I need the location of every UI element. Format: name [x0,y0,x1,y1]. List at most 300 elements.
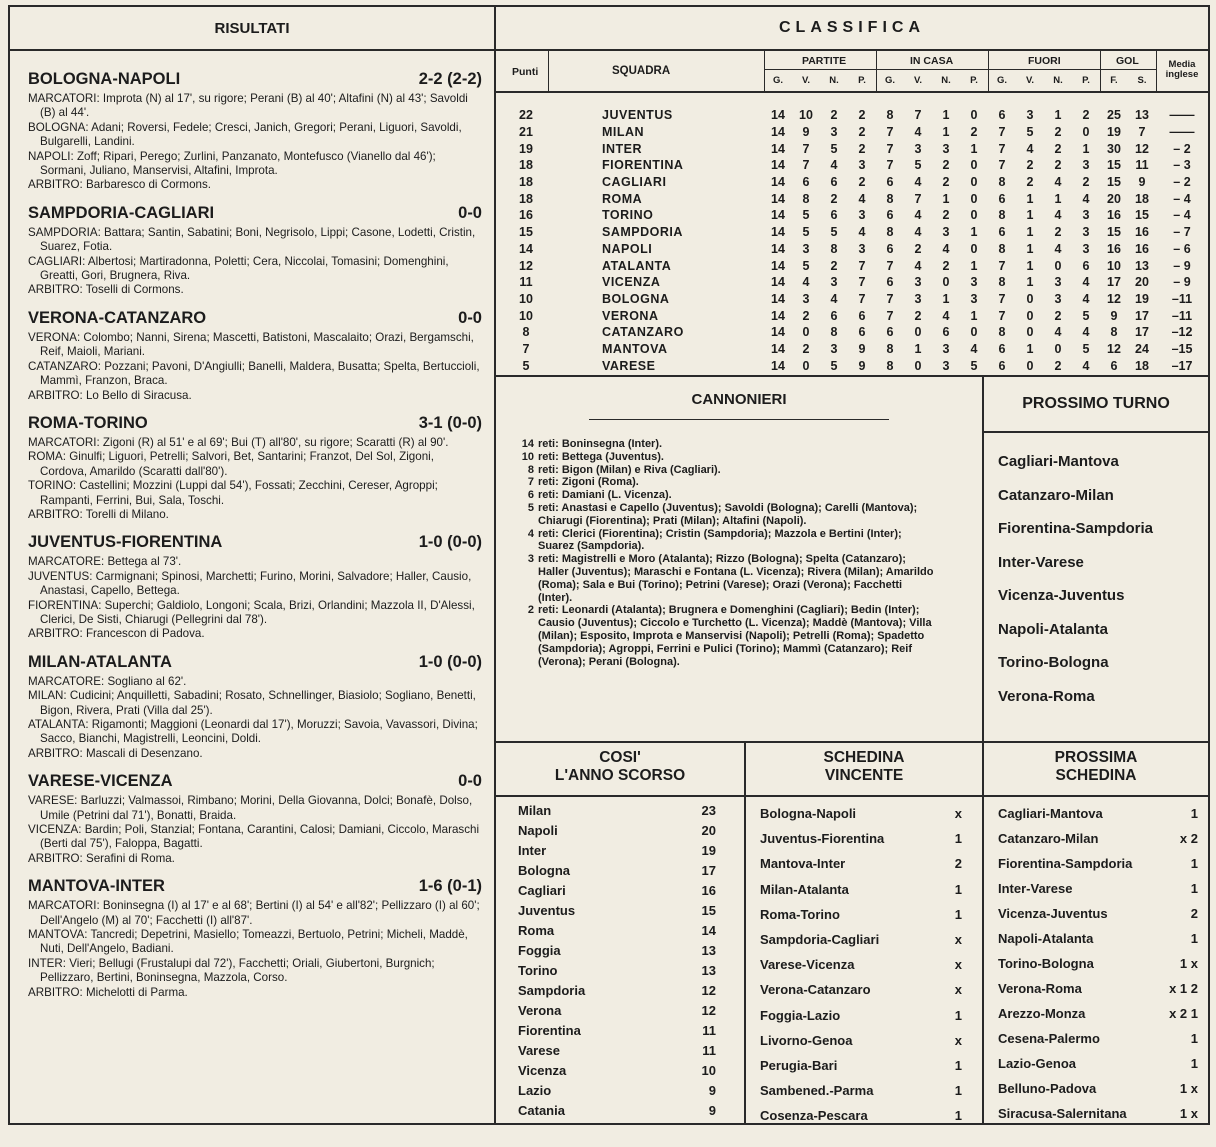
stat-cell: 5 [1082,308,1090,323]
match-detail-line: INTER: Vieri; Bellugi (Frustalupi dal 72'), Facchetti; Oriali, Giubertoni, Burgnich; Pellizzaro, Bertini, Boninsegna, Mazzola, Corso. [28,956,435,985]
list-label: Catanzaro-Milan [998,831,1099,846]
stat-cell: 14 [771,258,785,273]
match-block [28,70,482,193]
stat-cell: 8 [1110,325,1118,340]
cannonieri-header [496,377,982,409]
head-gol: GOL [1116,55,1139,67]
scorer-row [496,528,938,554]
team-cell: BOLOGNA [602,291,670,306]
match-score: 1-0 (0-0) [418,652,482,671]
list-row [518,1041,716,1061]
list-value: 1 [954,1083,962,1099]
list-label: Lazio [518,1083,552,1098]
list-row [518,961,716,981]
anno-scorso-title-2: L'ANNO SCORSO [554,767,686,784]
stat-cell: 8 [886,108,894,123]
stat-cell: 9 [1110,308,1118,323]
scorer-names: reti: Boninsegna (Inter). [538,438,663,450]
stat-cell: 14 [771,308,785,323]
match-list [10,51,494,1000]
stat-cell: 2 [858,108,866,123]
stat-cell: 7 [886,141,894,156]
match-name: MANTOVA-INTER [28,877,165,896]
points-cell: 16 [519,208,533,223]
stat-cell: 2 [858,141,866,156]
head-fuori: FUORI [1028,55,1061,67]
standings-row [502,291,1208,308]
stat-cell: 4 [858,191,866,206]
stat-cell: –15 [1171,341,1193,356]
stat-cell: 7 [802,141,810,156]
stat-cell: 4 [1054,208,1062,223]
stat-cell: 1 [1082,141,1090,156]
list-label: Bologna-Napoli [760,806,857,821]
list-label: Arezzo-Monza [998,1006,1086,1021]
stat-cell: 24 [1135,341,1149,356]
stat-cell: 3 [942,358,950,373]
stat-cell: 1 [1026,191,1034,206]
match-detail-line: ROMA: Ginulfi; Liguori, Petrelli; Salvori, Bet, Santarini; Franzot, Del Sol, Zigoni, Cordova, Amarildo (Scaratti dall'80'). [28,450,434,478]
list-row [760,877,962,902]
standings-row [502,307,1208,324]
match-heading [28,653,482,672]
list-value: 20 [701,823,716,838]
prossimo-turno-title: PROSSIMO TURNO [1022,395,1170,412]
list-label: Cosenza-Pescara [760,1108,868,1124]
sub-column-header: N. [829,75,839,86]
list-label: Cesena-Palermo [998,1031,1100,1046]
match-detail-line: ARBITRO: Michelotti di Parma. [28,985,188,999]
prossimo-turno-list [984,433,1208,713]
list-value: x 2 1 [1169,1006,1198,1021]
fixture-item: Catanzaro-Milan [998,486,1114,504]
list-value: x [954,957,962,973]
anno-scorso-list [496,797,744,1121]
stat-cell: 15 [1135,208,1149,223]
list-value: 1 x [1179,1106,1198,1121]
stat-cell: 25 [1107,108,1121,123]
stat-cell: 0 [1026,325,1034,340]
stat-cell: 1 [1026,208,1034,223]
list-label: Verona-Catanzaro [760,982,871,998]
stat-cell: 6 [1082,258,1090,273]
stat-cell: 5 [802,208,810,223]
stat-cell: 10 [1107,258,1121,273]
scorer-goals: 4 [527,527,534,540]
list-value: 23 [701,803,716,818]
stat-cell: 6 [830,175,838,190]
list-value: 9 [708,1083,716,1098]
stat-cell: – 9 [1173,275,1191,290]
list-row [760,1053,962,1078]
stat-cell: 16 [1107,208,1121,223]
match-detail-line: NAPOLI: Zoff; Ripari, Perego; Zurlini, Panzanato, Montefusco (Vianello dal 46'); Sormani, Juliano, Manservisi, Altafini, Improta. [28,149,436,178]
list-value: 2 [954,856,962,872]
column-divider [548,51,549,91]
prossima-schedina-header [984,743,1208,797]
stat-cell: 0 [970,158,978,173]
prossimo-turno-panel [982,375,1210,743]
sub-column-header: G. [772,75,784,86]
points-cell: 10 [519,291,533,306]
scorer-row [496,451,938,464]
risultati-title: RISULTATI [214,19,290,37]
stat-cell: 2 [830,108,838,123]
list-label: Vicenza-Juventus [998,906,1108,921]
stat-cell: 0 [970,208,978,223]
schedina-vincente-title-1: SCHEDINA [823,749,905,766]
match-score: 3-1 (0-0) [418,413,482,432]
risultati-panel [8,5,496,1125]
list-label: Sampdoria [518,983,586,998]
stat-cell: 1 [970,141,978,156]
scorer-goals: 6 [527,489,534,502]
list-label: Cagliari-Mantova [998,806,1103,821]
stat-cell: 5 [914,158,922,173]
list-value: 11 [702,1023,716,1038]
stat-cell: 4 [1082,325,1090,340]
list-label: Catania [518,1103,565,1118]
list-value: 1 [1190,1031,1198,1046]
stat-cell: 3 [942,141,950,156]
stat-cell: 0 [942,275,950,290]
stat-cell: 2 [802,308,810,323]
stat-cell: 4 [942,308,950,323]
match-detail-line: TORINO: Castellini; Mozzini (Luppi dal 54'), Fossati; Zecchini, Cereser, Agroppi; Rampanti, Ferrini, Bui, Sala, Toschi. [28,479,438,507]
sub-column-header: V. [913,75,923,86]
schedina-vincente-title-2: VINCENTE [824,767,904,784]
list-label: Verona-Roma [998,981,1082,996]
stat-cell: 14 [771,325,785,340]
stat-cell: 5 [830,141,838,156]
list-value: 1 x [1179,1081,1198,1096]
list-label: Livorno-Genoa [760,1032,853,1048]
stat-cell: 8 [886,358,894,373]
list-value: 1 [954,906,962,922]
list-row [518,821,716,841]
prossima-schedina-list [984,797,1208,1125]
stat-cell: 2 [942,208,950,223]
column-divider [1100,51,1101,91]
list-row [518,881,716,901]
team-cell: INTER [602,141,642,156]
stat-cell: 14 [771,108,785,123]
stat-cell: 4 [1082,275,1090,290]
stat-cell: –17 [1171,358,1193,373]
list-row [760,902,962,927]
match-detail-line: SAMPDORIA: Battara; Santin, Sabatini; Boni, Negrisolo, Lippi; Casone, Lodetti, Cristin, Suarez, Fotia. [28,225,476,254]
list-value: x [954,931,962,947]
match-name: VARESE-VICENZA [28,772,173,791]
stat-cell: 6 [886,208,894,223]
sub-column-header: F. [1110,75,1118,86]
points-cell: 11 [519,275,533,290]
stat-cell: 14 [771,241,785,256]
match-detail-line: MARCATORE: Sogliano al 62'. [28,674,187,688]
match-block [28,533,482,641]
list-label: Juventus-Fiorentina [760,831,885,847]
stat-cell: 4 [1054,325,1062,340]
list-label: Foggia [518,943,561,958]
list-row [998,1101,1198,1125]
stat-cell: 9 [858,358,866,373]
stat-cell: –11 [1171,308,1193,323]
sub-column-header: P. [858,75,866,86]
sub-column-header: V. [1025,75,1035,86]
list-label: Inter-Varese [998,881,1073,896]
match-block [28,653,482,761]
match-score: 0-0 [458,203,482,222]
list-value: 12 [701,983,716,998]
match-detail-line: MARCATORI: Zigoni (R) al 51' e al 69'; Bui (T) all'80', su rigore; Scaratti (R) al 90'. [28,435,449,449]
match-detail-line: BOLOGNA: Adani; Roversi, Fedele; Cresci, Janich, Gregori; Perani, Liguori, Savoldi, Bulgarelli, Landini. [28,120,462,149]
stat-cell: 7 [998,125,1006,140]
head-squadra: SQUADRA [612,65,671,77]
match-block [28,877,482,1000]
stat-cell: –12 [1171,325,1193,340]
stat-cell: 7 [858,291,866,306]
points-cell: 7 [522,341,530,356]
standings-row [502,341,1208,358]
prossima-schedina-panel [982,741,1210,1125]
stat-cell: 14 [771,208,785,223]
list-label: Torino [518,963,558,978]
stat-cell: 3 [802,241,810,256]
points-cell: 10 [519,308,533,323]
stat-cell: 17 [1107,275,1121,290]
team-cell: TORINO [602,208,654,223]
list-label: Sampdoria-Cagliari [760,931,880,947]
stat-cell: 1 [914,341,922,356]
scorer-names: reti: Anastasi e Capello (Juventus); Savoldi (Bologna); Carelli (Mantova); Chiarugi (Fiorentina); Prati (Milan); Altafini (Napoli). [538,501,918,527]
stat-cell: 2 [1054,225,1062,240]
stat-cell: 0 [1026,358,1034,373]
match-name: SAMPDORIA-CAGLIARI [28,203,215,222]
list-row [760,927,962,952]
standings-table [502,107,1208,374]
stat-cell: 3 [942,341,950,356]
list-row [998,926,1198,951]
stat-cell: 2 [1026,158,1034,173]
stat-cell: 20 [1107,191,1121,206]
list-label: Fiorentina [518,1023,581,1038]
schedina-vincente-panel [744,741,984,1125]
stat-cell: 1 [942,125,950,140]
match-detail-line: ARBITRO: Lo Bello di Siracusa. [28,388,192,402]
stat-cell: 0 [1082,125,1090,140]
stat-cell: 12 [1135,141,1149,156]
stat-cell: 0 [970,191,978,206]
standings-row [502,241,1208,258]
list-label: Milan-Atalanta [760,881,849,897]
stat-cell: 5 [1082,341,1090,356]
list-value: x [954,982,962,998]
classifica-header [496,7,1208,51]
list-value: 1 [954,1057,962,1073]
stat-cell: 6 [802,175,810,190]
scorer-goals: 8 [527,463,534,476]
standings-row [502,140,1208,157]
match-score: 0-0 [458,308,482,327]
match-heading [28,533,482,552]
match-detail-line: ARBITRO: Francescon di Padova. [28,627,205,641]
team-cell: JUVENTUS [602,108,673,123]
stat-cell: 2 [1026,175,1034,190]
match-name: BOLOGNA-NAPOLI [28,70,181,88]
scorer-row [496,502,938,528]
stat-cell: 8 [886,225,894,240]
list-row [998,1051,1198,1076]
scorer-goals: 5 [527,501,534,514]
stat-cell: 13 [1135,258,1149,273]
stat-cell: 4 [1054,241,1062,256]
points-cell: 18 [519,158,533,173]
standings-row [502,174,1208,191]
group-divider [764,69,1156,70]
standings-row [502,124,1208,141]
list-row [998,1026,1198,1051]
stat-cell: 0 [970,325,978,340]
stat-cell: 7 [998,158,1006,173]
match-name: MILAN-ATALANTA [28,652,172,671]
stat-cell: 15 [1107,175,1121,190]
match-detail-line: VICENZA: Bardin; Poli, Stanzial; Fontana, Carantini, Calosi; Damiani, Ciccolo, Maraschi (Berti dal 75'), Faloppa, Bagatti. [28,823,480,851]
stat-cell: 2 [914,241,922,256]
stat-cell: 9 [1138,175,1146,190]
stat-cell: 3 [802,291,810,306]
list-value: 1 [954,881,962,897]
stat-cell: 8 [886,341,894,356]
stat-cell: 0 [1026,291,1034,306]
match-detail-line: MILAN: Cudicini; Anquilletti, Sabadini; Rosato, Schnellinger, Biasiolo; Sogliano, Benetti, Bigon, Rivera, Prati (Villa dal 25'). [28,689,476,717]
stat-cell: –11 [1171,291,1193,306]
list-label: Napoli-Atalanta [998,931,1094,946]
stat-cell: – 4 [1173,208,1191,223]
stat-cell: 6 [998,225,1006,240]
stat-cell: 9 [858,341,866,356]
scorer-names: reti: Magistrelli e Moro (Atalanta); Rizzo (Bologna); Spelta (Catanzaro); Haller (Juventus); Maraschi e Fontana (L. Vicenza); Rivera (Milan); Amarildo (Roma); Sala e Bui (Torino); Petrini (Varese); Orazi (Verona); Facchetti (Inter). [538,553,934,604]
stat-cell: 4 [914,225,922,240]
stat-cell: 3 [858,208,866,223]
list-row [518,941,716,961]
points-cell: 14 [519,241,533,256]
stat-cell: – 2 [1173,175,1191,190]
list-value: x [954,806,962,821]
stat-cell: 7 [914,191,922,206]
sub-column-header: P. [970,75,978,86]
list-label: Perugia-Bari [760,1057,838,1073]
stat-cell: 3 [1082,241,1090,256]
stat-cell: 7 [998,141,1006,156]
match-detail-line: CAGLIARI: Albertosi; Martiradonna, Poletti; Cera, Niccolai, Tomasini; Domenghini, Greatti, Gori, Brugnera, Riva. [28,254,449,283]
list-row [760,952,962,977]
team-cell: FIORENTINA [602,158,684,173]
stat-cell: 4 [1082,191,1090,206]
stat-cell: 3 [1082,158,1090,173]
stat-cell: 15 [1107,225,1121,240]
points-cell: 21 [519,125,533,140]
stat-cell: 30 [1107,141,1121,156]
stat-cell: 14 [771,341,785,356]
match-name: ROMA-TORINO [28,413,148,432]
list-row [518,981,716,1001]
stat-cell: 2 [1054,125,1062,140]
list-value: 1 [954,1108,962,1124]
list-label: Napoli [518,823,558,838]
list-label: Roma [518,923,555,938]
classifica-panel [494,5,1210,377]
list-row [998,826,1198,851]
stat-cell: 1 [1026,275,1034,290]
points-cell: 18 [519,191,533,206]
stat-cell: 4 [1082,291,1090,306]
stat-cell: 7 [858,275,866,290]
list-row [518,1001,716,1021]
stat-cell: 3 [830,341,838,356]
stat-cell: 1 [970,258,978,273]
scorer-names: reti: Damiani (L. Vicenza). [538,489,672,502]
scorer-names: reti: Zigoni (Roma). [538,476,639,489]
stat-cell: 6 [998,191,1006,206]
standings-row [502,224,1208,241]
scorer-row [496,476,938,489]
stat-cell: 6 [858,308,866,323]
match-heading [28,877,482,896]
scorer-row [496,438,938,451]
stat-cell: 9 [802,125,810,140]
list-row [998,1076,1198,1101]
stat-cell: 7 [1138,125,1146,140]
match-detail-line: ARBITRO: Mascali di Desenzano. [28,746,203,760]
match-score: 2-2 (2-2) [418,70,482,88]
schedina-vincente-header [746,743,982,797]
stat-cell: 3 [970,275,978,290]
column-divider [1156,51,1157,91]
scorer-row [496,553,938,604]
stat-cell: 2 [942,175,950,190]
list-row [518,901,716,921]
list-value: 13 [701,963,716,978]
list-row [518,1021,716,1041]
scorer-goals: 10 [521,450,534,463]
sub-column-header: N. [941,75,951,86]
list-label: Sambened.-Parma [760,1083,874,1099]
match-block [28,414,482,522]
match-block [28,309,482,403]
match-detail-line: VERONA: Colombo; Nanni, Sirena; Mascetti, Batistoni, Mascalaito; Orazi, Bergamschi, Reif, Maioli, Mariani. [28,330,474,359]
stat-cell: 14 [771,225,785,240]
stat-cell: 2 [942,158,950,173]
stat-cell: 0 [802,325,810,340]
list-label: Lazio-Genoa [998,1056,1077,1071]
stat-cell: 0 [970,175,978,190]
match-detail-line: ARBITRO: Serafini di Roma. [28,851,175,865]
match-score: 1-0 (0-0) [418,533,482,552]
stat-cell: 8 [998,241,1006,256]
stat-cell: 6 [998,108,1006,123]
points-cell: 18 [519,175,533,190]
fixture-item: Cagliari-Mantova [998,453,1119,470]
stat-cell: 4 [830,291,838,306]
stat-cell: 4 [914,208,922,223]
cannonieri-panel [494,375,984,743]
stat-cell: 4 [802,275,810,290]
scorer-row [496,464,938,477]
scorers-list [496,420,982,668]
standings-row [502,357,1208,374]
list-label: Cagliari [518,883,566,898]
standings-row [502,190,1208,207]
